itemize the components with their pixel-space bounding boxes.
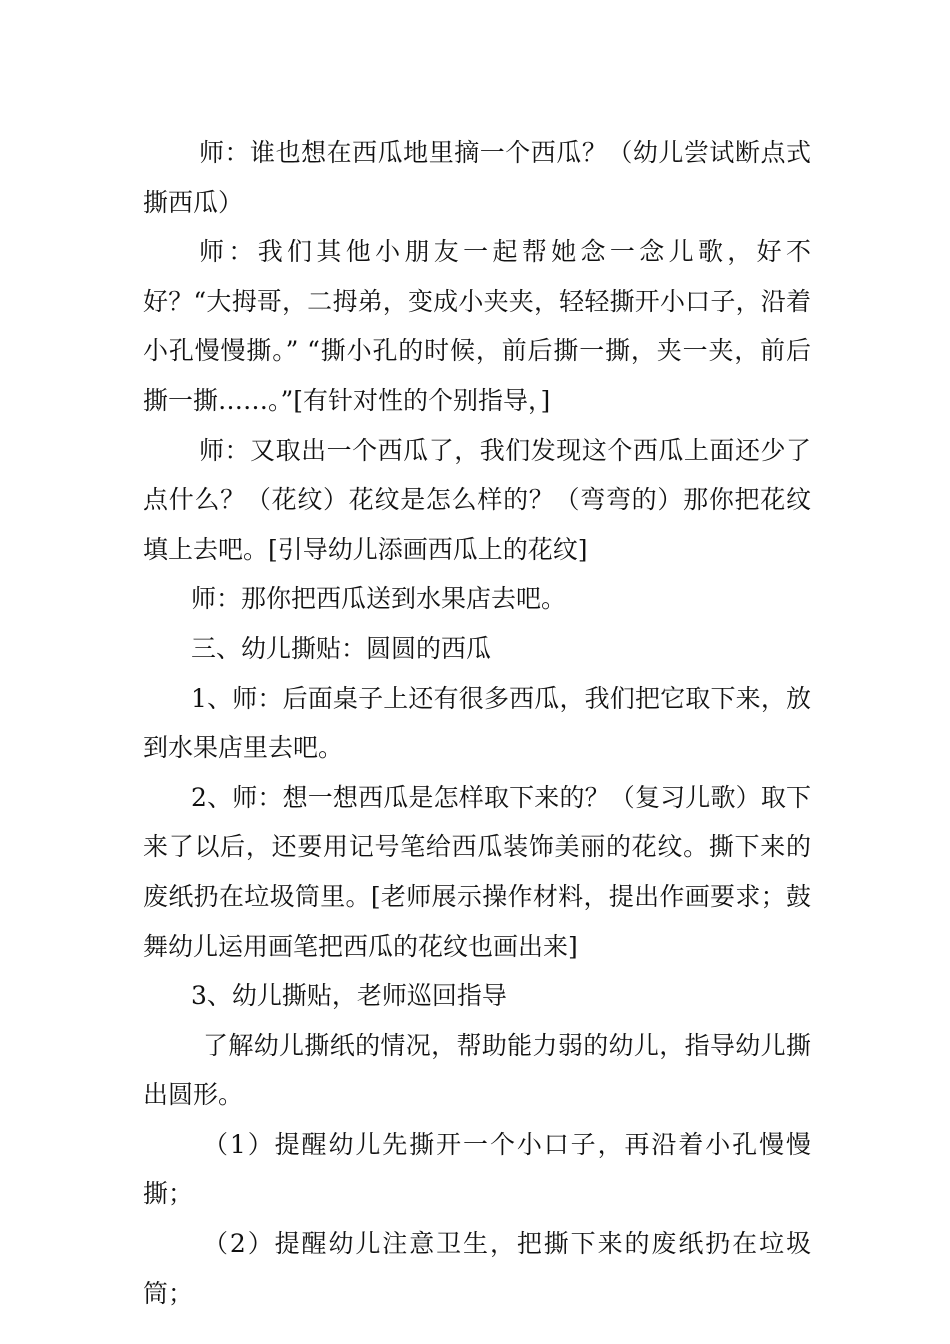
paragraph-teacher-fruit-shop: 师：那你把西瓜送到水果店去吧。 bbox=[191, 584, 567, 614]
paragraph-reminder-2: （2）提醒幼儿注意卫生，把撕下来的废纸扔在垃圾筒； bbox=[143, 1229, 811, 1308]
paragraph-guidance: 了解幼儿撕纸的情况，帮助能力弱的幼儿，指导幼儿撕出圆形。 bbox=[143, 1030, 811, 1110]
paragraph-reminder-1: （1）提醒幼儿先撕开一个小口子，再沿着小孔慢慢撕； bbox=[143, 1129, 811, 1209]
section-heading-three: 三、幼儿撕贴：圆圆的西瓜 bbox=[191, 633, 492, 663]
paragraph-teacher-nursery-rhyme: 师：我们其他小朋友一起帮她念一念儿歌，好不好？“大拇哥，二拇弟，变成小夹夹，轻轻撕开小口子，沿着小孔慢慢撕。” “撕小孔的时候，前后撕一撕，夹一夹，前后撕一撕……。”[有针对性的个别指导，] bbox=[143, 237, 811, 415]
paragraph-step-2: 2、师：想一想西瓜是怎样取下来的？（复习儿歌）取下来了以后，还要用记号笔给西瓜装饰美丽的花纹。撕下来的废纸扔在垃圾筒里。[老师展示操作材料，提出作画要求；鼓舞幼儿运用画笔把西瓜的花纹也画出来] bbox=[143, 782, 811, 961]
document-body bbox=[143, 128, 811, 1318]
paragraph-step-3: 3、幼儿撕贴，老师巡回指导 bbox=[191, 981, 507, 1011]
paragraph-teacher-pattern: 师：又取出一个西瓜了，我们发现这个西瓜上面还少了点什么？（花纹）花纹是怎么样的？（弯弯的）那你把花纹填上去吧。[引导幼儿添画西瓜上的花纹] bbox=[143, 435, 811, 564]
paragraph-teacher-pick-watermelon: 师：谁也想在西瓜地里摘一个西瓜？（幼儿尝试断点式撕西瓜） bbox=[143, 138, 811, 217]
paragraph-step-1: 1、师：后面桌子上还有很多西瓜，我们把它取下来，放到水果店里去吧。 bbox=[143, 683, 811, 763]
